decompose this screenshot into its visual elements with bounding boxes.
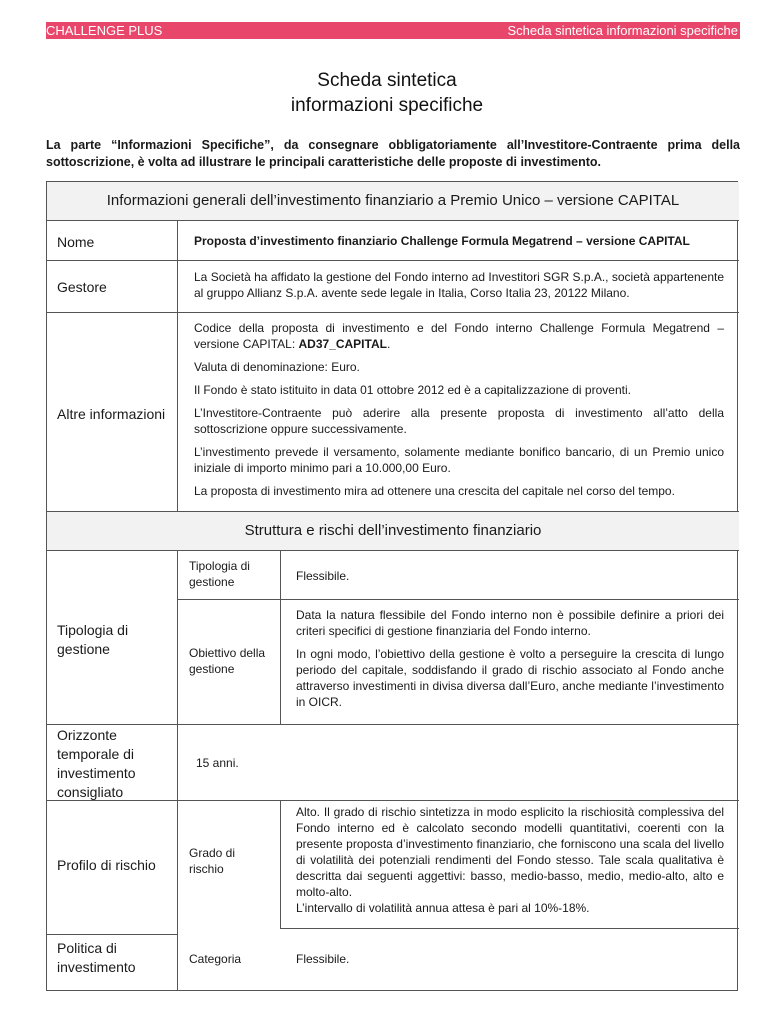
altre-code-paragraph	[194, 320, 724, 352]
grado-text: Alto. Il grado di rischio sintetizza in modo esplicito la rischiosità complessiva del Fondo interno ed è calcolato secondo modelli quantitativi, coerenti con la presente proposta d’investimento finanziario, che forniscono una scala del livello di volatilità dei potenziali rendimenti del Fondo stesso. Tale scala qualitativa è descritta dai seguenti aggettivi: basso, medio-basso, medio, medio-alto, alto e molto-alto.	[296, 805, 724, 899]
altre-mira: La proposta di investimento mira ad ottenere una crescita del capitale nel corso del tempo.	[194, 484, 675, 498]
intro-paragraph: La parte “Informazioni Specifiche”, da consegnare obbligatoriamente all’Investitore-Contraente prima della sottoscrizione, è volta ad illustrare le principali caratteristiche delle proposte di investimento.	[46, 138, 740, 169]
altre-value	[194, 320, 724, 506]
section-general-heading: Informazioni generali dell’investimento finanziario a Premio Unico – versione CAPITAL	[47, 182, 739, 221]
header-product-name: CHALLENGE PLUS	[46, 23, 163, 38]
tipologia-value: Flessibile.	[296, 569, 350, 583]
page-title-line2: informazioni specifiche	[290, 95, 484, 116]
page-title	[0, 68, 774, 118]
altre-aderire: L’Investitore-Contraente può aderire alla presente proposta di investimento all’atto della sottoscrizione oppure successivamente.	[194, 406, 724, 436]
tipologia-sub-label: Tipologia di gestione	[189, 559, 250, 589]
altre-code-text: Codice della proposta di investimento e del Fondo interno Challenge Formula Megatrend – versione CAPITAL:	[194, 321, 724, 351]
column-divider-profilo	[177, 801, 178, 991]
page-title-line1: Scheda sintetica	[317, 70, 457, 91]
nome-value: Proposta d’investimento finanziario Challenge Formula Megatrend – versione CAPITAL	[194, 234, 690, 248]
profilo-politica-divider	[47, 934, 177, 935]
section-structure-heading: Struttura e rischi dell’investimento finanziario	[47, 512, 739, 551]
column-divider-tipologia	[280, 551, 281, 725]
obiettivo-p2: In ogni modo, l’obiettivo della gestione è volto a perseguire la crescita di lungo periodo del capitale, soddisfando il grado di rischio associato al Fondo anche attraverso investimenti in divisa diversa dall’Euro, anche mediante l’investimento in OICR.	[296, 647, 724, 709]
altre-versamento: L’investimento prevede il versamento, solamente mediante bonifico bancario, di un Premio unico iniziale di importo minimo pari a 10.000,00 Euro.	[194, 445, 724, 475]
tipologia-label: Tipologia di gestione	[57, 622, 129, 657]
row-altre-informazioni	[47, 313, 739, 512]
obiettivo-label: Obiettivo della gestione	[189, 646, 266, 676]
nome-label: Nome	[57, 234, 95, 250]
altre-label: Altre informazioni	[57, 406, 166, 422]
grado-intervallo: L’intervallo di volatilità annua attesa è pari al 10%-18%.	[296, 901, 590, 915]
altre-valuta: Valuta di denominazione: Euro.	[194, 360, 360, 374]
gestore-label: Gestore	[57, 279, 107, 295]
column-divider-section1	[177, 221, 178, 512]
politica-label: Politica di investimento	[57, 940, 136, 975]
row-orizzonte	[47, 725, 739, 801]
profilo-label: Profilo di rischio	[57, 857, 156, 873]
altre-code-value: AD37_CAPITAL	[298, 337, 387, 351]
row-tipologia	[47, 551, 739, 725]
row-profilo-politica	[47, 801, 739, 991]
grado-value	[296, 804, 724, 916]
categoria-value: Flessibile.	[296, 952, 350, 966]
altre-istituito: Il Fondo è stato istituito in data 01 ottobre 2012 ed è a capitalizzazione di proventi.	[194, 383, 631, 397]
categoria-label: Categoria	[189, 952, 242, 966]
row-gestore	[47, 261, 739, 313]
gestore-value: La Società ha affidato la gestione del Fondo interno ad Investitori SGR S.p.A., società appartenente al gruppo Allianz S.p.A. avente sede legale in Italia, Corso Italia 23, 20122 Milano.	[194, 270, 724, 300]
orizzonte-label: Orizzonte temporale di investimento consigliato	[57, 727, 136, 800]
orizzonte-value: 15 anni.	[196, 756, 239, 770]
info-table	[46, 181, 738, 991]
altre-code-end: .	[386, 337, 391, 351]
row-nome	[47, 221, 739, 261]
tipologia-divider	[177, 599, 739, 600]
grado-categoria-divider	[280, 928, 739, 929]
obiettivo-p1: Data la natura flessibile del Fondo interno non è possibile definire a priori dei criteri specifici di gestione finanziaria del Fondo interno.	[296, 608, 724, 638]
header-bar	[46, 22, 740, 39]
column-divider-section2-top	[177, 551, 178, 801]
obiettivo-value	[296, 607, 724, 717]
grado-label: Grado di rischio	[189, 846, 236, 876]
header-document-title: Scheda sintetica informazioni specifiche	[507, 23, 738, 38]
column-divider-grado	[280, 801, 281, 929]
